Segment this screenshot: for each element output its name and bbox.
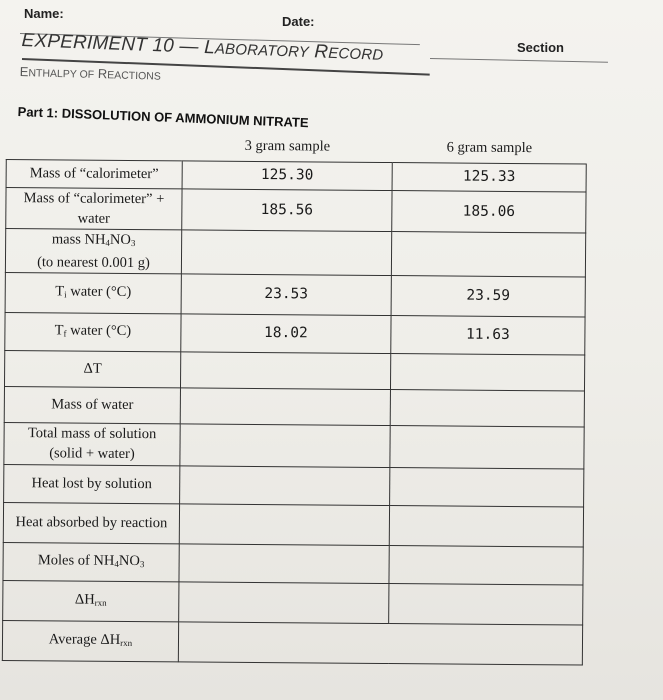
value-3g[interactable] xyxy=(181,229,391,275)
row-label: Total mass of solution (solid + water) xyxy=(4,422,180,465)
row-label: mass $NH_4NO_3$ (to nearest 0.001 g) xyxy=(5,228,181,273)
value-6g[interactable] xyxy=(390,467,584,507)
table-row xyxy=(4,422,584,469)
section-label: Section xyxy=(517,40,564,55)
value-3g[interactable]: 185.56 xyxy=(182,188,392,231)
table-row xyxy=(4,386,584,427)
table-row xyxy=(3,542,583,585)
table-row xyxy=(6,159,586,192)
row-label: Mass of “calorimeter” + water xyxy=(6,187,182,229)
value-3g[interactable] xyxy=(180,351,390,389)
table-row xyxy=(4,464,584,507)
value-6g[interactable]: 11.63 xyxy=(391,315,585,355)
row-label: $T_i$ water (°C) xyxy=(5,272,181,313)
column-header-6g: 6 gram sample xyxy=(392,134,586,164)
table-row xyxy=(5,228,585,277)
row-label: Average $\Delta H_{rxn}$ xyxy=(2,620,178,661)
experiment-subtitle: ENTHALPY OF REACTIONS xyxy=(19,64,161,83)
data-table xyxy=(2,131,586,666)
column-header-3g: 3 gram sample xyxy=(182,132,392,162)
table-row xyxy=(3,580,583,625)
value-6g[interactable]: 23.59 xyxy=(391,275,585,317)
value-3g[interactable]: 18.02 xyxy=(181,313,391,353)
part-title: Part 1: DISSOLUTION OF AMMONIUM NITRATE xyxy=(17,104,309,131)
value-6g[interactable] xyxy=(389,505,583,547)
value-3g[interactable] xyxy=(180,423,390,467)
value-3g[interactable] xyxy=(179,581,389,623)
table-row xyxy=(4,350,584,391)
value-3g[interactable] xyxy=(180,465,390,505)
value-6g[interactable]: 185.06 xyxy=(392,190,586,233)
value-6g[interactable] xyxy=(389,583,583,625)
value-3g[interactable] xyxy=(180,387,390,425)
row-label: Moles of $NH_4NO_3$ xyxy=(3,542,179,581)
table-row xyxy=(6,187,586,233)
table-row xyxy=(2,620,582,665)
value-6g[interactable]: 125.33 xyxy=(392,162,586,192)
row-label: ΔT xyxy=(4,350,180,387)
experiment-title: EXPERIMENT 10 — LABORATORY RECORD xyxy=(21,30,384,64)
value-6g[interactable] xyxy=(390,353,584,391)
row-label: Heat lost by solution xyxy=(4,464,180,503)
row-label: Mass of water xyxy=(4,386,180,423)
value-3g[interactable] xyxy=(179,503,389,545)
table-row xyxy=(5,312,585,355)
table-row xyxy=(3,502,583,547)
average-value[interactable] xyxy=(178,621,582,664)
value-6g[interactable] xyxy=(391,231,585,277)
value-6g[interactable] xyxy=(389,545,583,585)
value-6g[interactable] xyxy=(390,425,584,469)
section-line xyxy=(430,58,608,63)
name-label: Name: xyxy=(24,6,64,21)
row-label: $\Delta H_{rxn}$ xyxy=(3,580,179,621)
value-3g[interactable]: 23.53 xyxy=(181,273,391,315)
row-label: $T_f$ water (°C) xyxy=(5,312,181,351)
date-label: Date: xyxy=(282,14,315,29)
row-label: Heat absorbed by reaction xyxy=(3,502,179,543)
table-row xyxy=(5,272,585,317)
value-3g[interactable] xyxy=(179,543,389,583)
row-label: Mass of “calorimeter” xyxy=(6,159,182,188)
value-3g[interactable]: 125.30 xyxy=(182,160,392,190)
value-6g[interactable] xyxy=(390,389,584,427)
